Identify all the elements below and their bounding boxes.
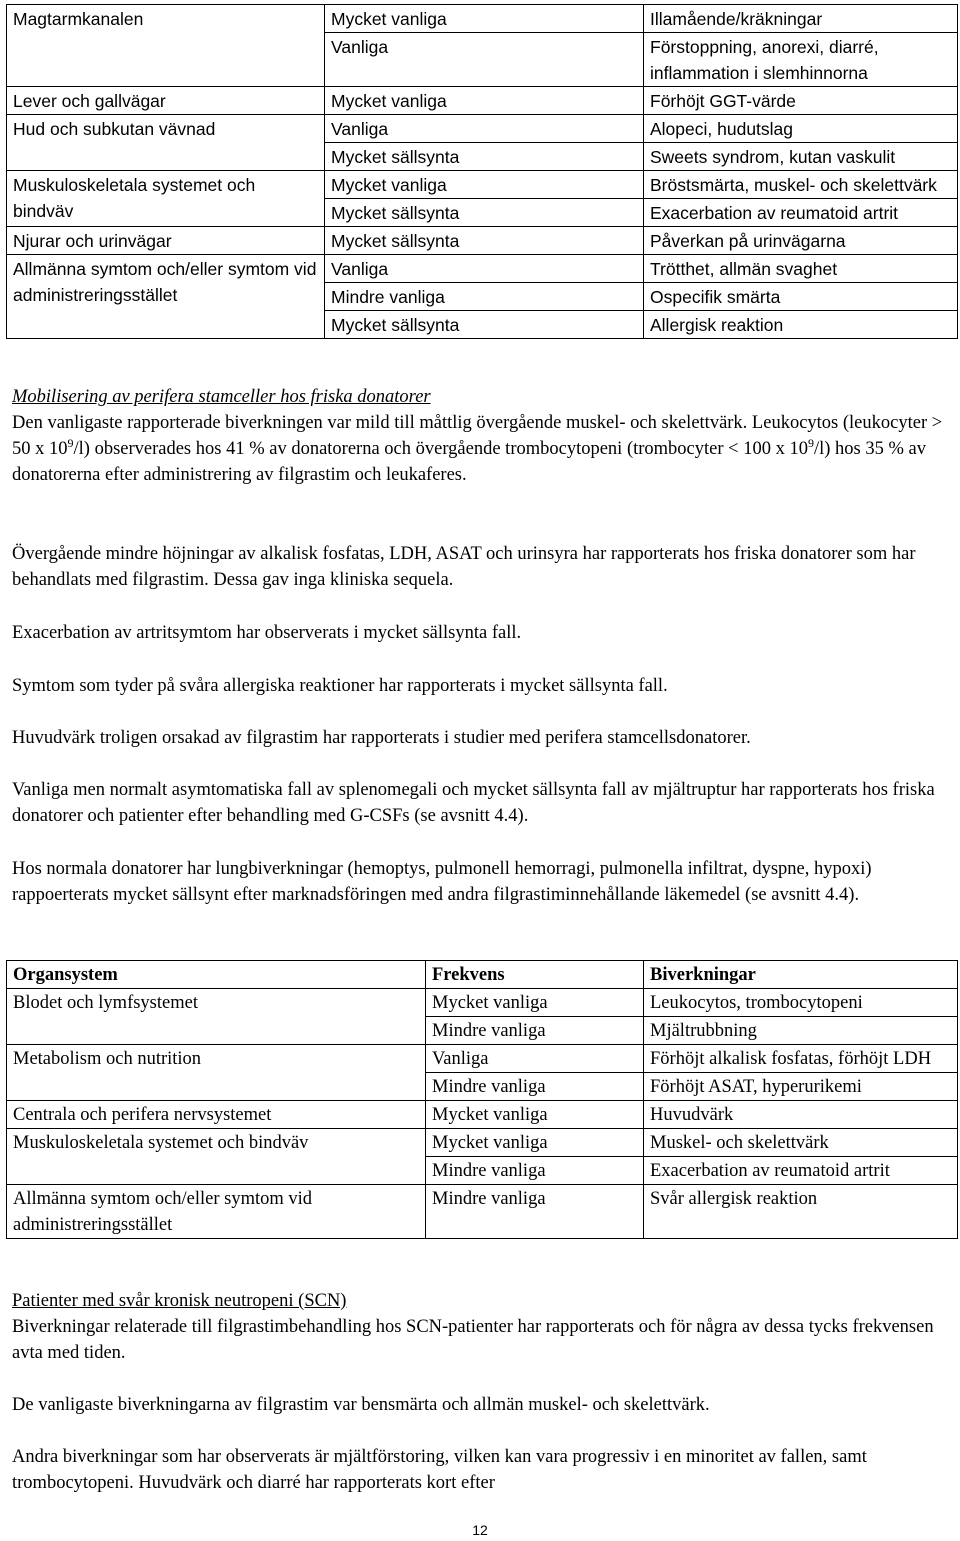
effect-cell: Förhöjt GGT-värde: [644, 87, 958, 115]
organ-cell: Allmänna symtom och/eller symtom vid administreringsstället: [7, 255, 325, 339]
frequency-cell: Mycket sällsynta: [325, 143, 644, 171]
effect-cell: Muskel- och skelettvärk: [644, 1129, 958, 1157]
effect-cell: Påverkan på urinvägarna: [644, 227, 958, 255]
table-header-row: [7, 961, 958, 989]
effect-cell: Allergisk reaktion: [644, 311, 958, 339]
frequency-cell: Mycket sällsynta: [325, 311, 644, 339]
paragraph-text: /l) observerades hos 41 % av donatorerna och övergående trombocytopeni (trombocyter < 100 x 10: [73, 439, 808, 459]
page-number: 12: [472, 1522, 488, 1538]
effect-cell: Förhöjt alkalisk fosfatas, förhöjt LDH: [644, 1045, 958, 1073]
frequency-cell: Mycket sällsynta: [325, 199, 644, 227]
paragraph-block: [12, 1392, 948, 1418]
frequency-cell: Mycket vanliga: [426, 1101, 644, 1129]
effect-cell: Mjältrubbning: [644, 1017, 958, 1045]
effect-cell: Exacerbation av reumatoid artrit: [644, 1157, 958, 1185]
frequency-cell: Vanliga: [426, 1045, 644, 1073]
frequency-cell: Mycket vanliga: [325, 87, 644, 115]
frequency-cell: Mindre vanliga: [426, 1017, 644, 1045]
effect-cell: Huvudvärk: [644, 1101, 958, 1129]
effect-cell: Alopeci, hudutslag: [644, 115, 958, 143]
table-row: [7, 1101, 958, 1129]
table-row: [7, 255, 958, 283]
effect-cell: Trötthet, allmän svaghet: [644, 255, 958, 283]
organ-cell: Magtarmkanalen: [7, 5, 325, 87]
table-row: [7, 87, 958, 115]
section-heading: Mobilisering av perifera stamceller hos friska donatorer: [12, 387, 431, 407]
paragraph: Andra biverkningar som har observerats är mjältförstoring, vilken kan vara progressiv i en minoritet av fallen, samt trombocytopeni. Huvudvärk och diarré har rapporterats kort efter: [12, 1447, 867, 1493]
organ-cell: Muskuloskeletala systemet och bindväv: [7, 1129, 426, 1185]
table-row: [7, 115, 958, 143]
effect-cell: Förstoppning, anorexi, diarré, inflammation i slemhinnorna: [644, 33, 958, 87]
paragraph-block: [12, 620, 948, 646]
organ-cell: Lever och gallvägar: [7, 87, 325, 115]
effect-cell: Svår allergisk reaktion: [644, 1185, 958, 1239]
organ-cell: Njurar och urinvägar: [7, 227, 325, 255]
table-row: [7, 1045, 958, 1073]
adverse-reactions-table-1: [6, 4, 958, 339]
frequency-cell: Mycket vanliga: [426, 989, 644, 1017]
organ-cell: Blodet och lymfsystemet: [7, 989, 426, 1045]
frequency-cell: Mycket sällsynta: [325, 227, 644, 255]
frequency-cell: Vanliga: [325, 115, 644, 143]
table-row: [7, 227, 958, 255]
table-row: [7, 171, 958, 199]
frequency-cell: Mycket vanliga: [325, 171, 644, 199]
effect-cell: Förhöjt ASAT, hyperurikemi: [644, 1073, 958, 1101]
frequency-cell: Mycket vanliga: [325, 5, 644, 33]
effect-cell: Leukocytos, trombocytopeni: [644, 989, 958, 1017]
frequency-cell: Vanliga: [325, 33, 644, 87]
paragraph-block: [12, 856, 948, 908]
organ-cell: Metabolism och nutrition: [7, 1045, 426, 1101]
paragraph: Övergående mindre höjningar av alkalisk fosfatas, LDH, ASAT och urinsyra har rapporterats hos friska donatorer som har behandlats med filgrastim. Dessa gav inga kliniska sequela.: [12, 544, 916, 590]
adverse-reactions-table-2: [6, 960, 958, 1239]
column-header: Frekvens: [426, 961, 644, 989]
paragraph: Symtom som tyder på svåra allergiska reaktioner har rapporterats i mycket sällsynta fall.: [12, 676, 668, 696]
superscript: 9: [807, 435, 814, 450]
paragraph: Biverkningar relaterade till filgrastimbehandling hos SCN-patienter har rapporterats och för några av dessa tycks frekvensen avta med tiden.: [12, 1317, 934, 1363]
frequency-cell: Mycket vanliga: [426, 1129, 644, 1157]
organ-cell: Hud och subkutan vävnad: [7, 115, 325, 171]
paragraph-block: [12, 725, 948, 751]
frequency-cell: Vanliga: [325, 255, 644, 283]
paragraph-block: [12, 1444, 948, 1496]
paragraph: Huvudvärk troligen orsakad av filgrastim har rapporterats i studier med perifera stamcellsdonatorer.: [12, 728, 751, 748]
table-row: [7, 1185, 958, 1239]
paragraph: Hos normala donatorer har lungbiverkningar (hemoptys, pulmonell hemorragi, pulmonella infiltrat, dyspne, hypoxi) rappoerterats mycket sällsynt efter marknadsföringen med andra filgrastiminnehållande läkemedel (se avsnitt 4.4).: [12, 859, 872, 905]
superscript: 9: [67, 435, 74, 450]
effect-cell: Illamående/kräkningar: [644, 5, 958, 33]
organ-cell: Centrala och perifera nervsystemet: [7, 1101, 426, 1129]
frequency-cell: Mindre vanliga: [426, 1157, 644, 1185]
frequency-cell: Mindre vanliga: [325, 283, 644, 311]
paragraph-block: [12, 777, 948, 829]
frequency-cell: Mindre vanliga: [426, 1073, 644, 1101]
paragraph: De vanligaste biverkningarna av filgrastim var bensmärta och allmän muskel- och skelettvärk.: [12, 1395, 710, 1415]
organ-cell: Allmänna symtom och/eller symtom vid administreringsstället: [7, 1185, 426, 1239]
scn-section: [12, 1288, 948, 1366]
section-heading: Patienter med svår kronisk neutropeni (SCN): [12, 1291, 347, 1311]
table-row: [7, 989, 958, 1017]
column-header: Biverkningar: [644, 961, 958, 989]
paragraph: Exacerbation av artritsymtom har observerats i mycket sällsynta fall.: [12, 623, 522, 643]
table-row: [7, 1129, 958, 1157]
effect-cell: Bröstsmärta, muskel- och skelettvärk: [644, 171, 958, 199]
effect-cell: Exacerbation av reumatoid artrit: [644, 199, 958, 227]
paragraph-text: Den vanligaste rapporterade biverkningen var mild till måttlig övergående muskel- och skelettvärk. Leukocytos (leukocyter > 50 x 10: [12, 413, 943, 459]
column-header: Organsystem: [7, 961, 426, 989]
paragraph-text: /l) hos 35 % av donatorerna efter administrering av filgrastim och leukaferes.: [12, 439, 926, 485]
frequency-cell: Mindre vanliga: [426, 1185, 644, 1239]
effect-cell: Sweets syndrom, kutan vaskulit: [644, 143, 958, 171]
effect-cell: Ospecifik smärta: [644, 283, 958, 311]
paragraph-block: [12, 673, 948, 699]
paragraph: [12, 410, 948, 488]
donor-section: [12, 384, 948, 488]
paragraph-block: [12, 541, 948, 593]
table-row: [7, 5, 958, 33]
paragraph: Vanliga men normalt asymtomatiska fall av splenomegali och mycket sällsynta fall av mjältruptur har rapporterats hos friska donatorer och patienter efter behandling med G-CSFs (se avsnitt 4.4).: [12, 780, 935, 826]
organ-cell: Muskuloskeletala systemet och bindväv: [7, 171, 325, 227]
